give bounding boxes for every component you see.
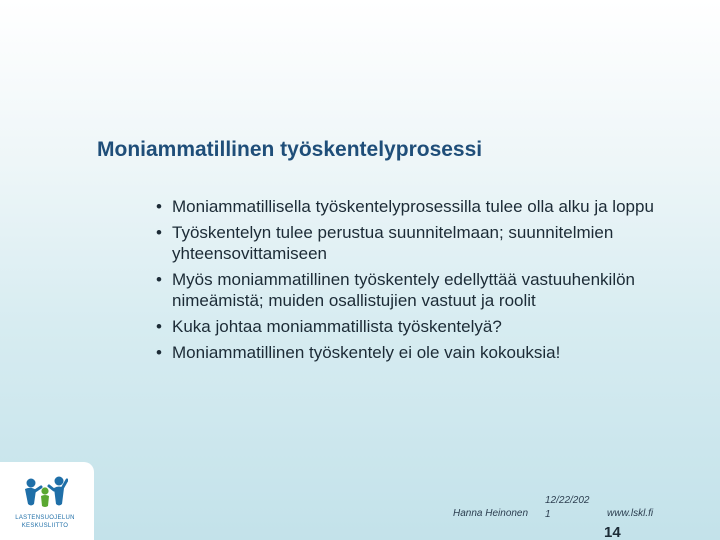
bullet-marker: • <box>156 270 162 289</box>
footer-author: Hanna Heinonen <box>453 508 529 519</box>
bullet-text: Työskentelyn tulee perustua suunnitelmaan; suunnitelmien yhteensovittamiseen <box>172 223 614 263</box>
bullet-marker: • <box>156 317 162 336</box>
footer-date <box>545 494 590 522</box>
slide-title: Moniammatillinen työskentelyprosessi <box>97 138 483 161</box>
bullet-text: Kuka johtaa moniammatillista työskentelyä? <box>172 317 502 336</box>
logo-line-1: LASTENSUOJELUN <box>15 515 75 521</box>
logo-line-2: KESKUSLIITTO <box>21 523 69 529</box>
list-item <box>156 316 676 337</box>
logo <box>0 462 94 540</box>
bullet-marker: • <box>156 343 162 362</box>
bullet-marker: • <box>156 197 162 216</box>
bullet-marker: • <box>156 223 162 242</box>
people-group-icon <box>22 474 68 514</box>
footer-date-line-1: 12/22/202 <box>545 495 590 506</box>
bullet-text: Myös moniammatillinen työskentely edellyttää vastuuhenkilön nimeämistä; muiden osallistujien vastuut ja roolit <box>172 270 636 310</box>
list-item <box>156 342 676 363</box>
bullet-list <box>156 196 676 368</box>
list-item <box>156 222 676 264</box>
list-item <box>156 269 676 311</box>
footer-url[interactable]: www.lskl.fi <box>607 508 654 519</box>
bullet-text: Moniammatillisella työskentelyprosessilla tulee olla alku ja loppu <box>172 197 654 216</box>
bullet-text: Moniammatillinen työskentely ei ole vain kokouksia! <box>172 343 561 362</box>
footer-date-line-2: 1 <box>545 509 551 520</box>
page-number: 14 <box>604 524 621 540</box>
logo-text <box>10 514 80 530</box>
list-item <box>156 196 676 217</box>
